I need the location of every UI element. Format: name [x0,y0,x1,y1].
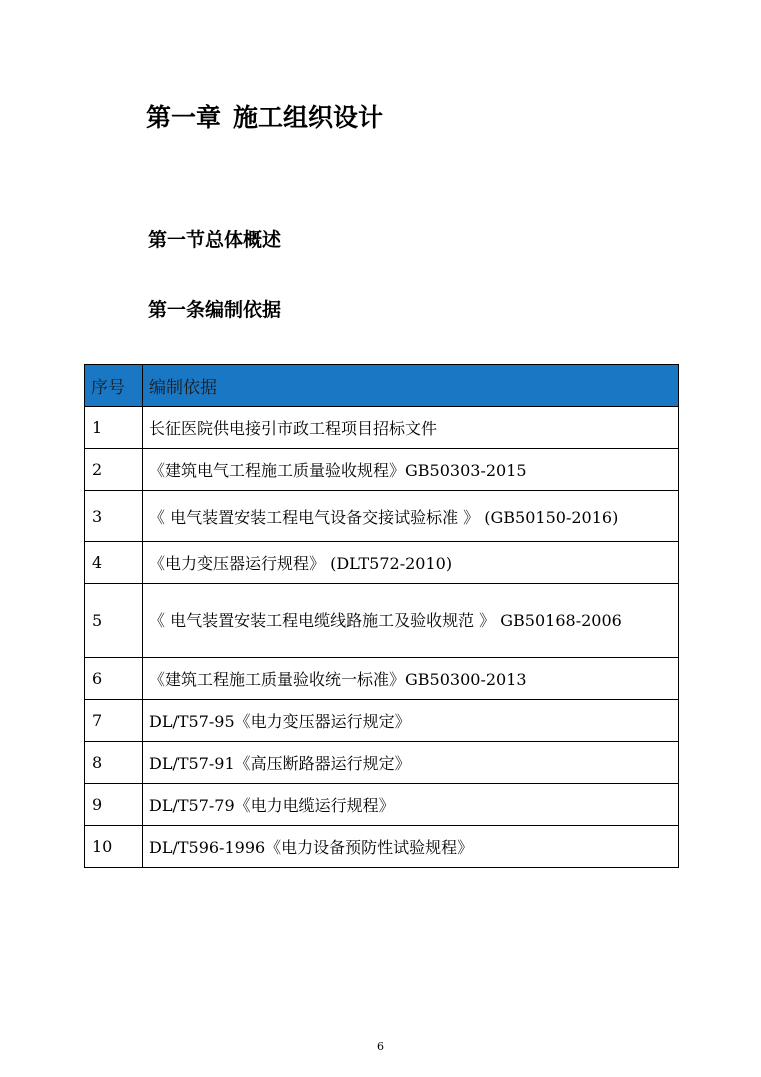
page-number: 6 [377,1040,384,1053]
chapter-title [146,98,383,138]
row-basis: DL/T596-1996《电力设备预防性试验规程》 [143,826,679,868]
row-basis: 《电力变压器运行规程》 (DLT572-2010) [143,542,679,584]
article-title: 第一条编制依据 [148,299,282,321]
row-serial: 3 [85,491,143,542]
table-header-row [85,365,679,407]
table-row [85,491,679,542]
row-basis: DL/T57-79《电力电缆运行规程》 [143,784,679,826]
row-basis: 《 电气装置安装工程电缆线路施工及验收规范 》 GB50168-2006 [143,584,679,658]
table-row [85,700,679,742]
table-row [85,742,679,784]
chapter-name: 施工组织设计 [233,103,384,132]
header-basis: 编制依据 [143,365,679,407]
header-serial: 序号 [85,365,143,407]
row-basis: 《建筑工程施工质量验收统一标准》GB50300-2013 [143,658,679,700]
chapter-number: 第一章 [146,103,222,132]
section-title: 第一节总体概述 [148,229,282,251]
table-row [85,584,679,658]
row-serial: 1 [85,407,143,449]
row-serial: 8 [85,742,143,784]
table-row [85,542,679,584]
row-serial: 7 [85,700,143,742]
row-basis: DL/T57-91《高压断路器运行规定》 [143,742,679,784]
row-basis: DL/T57-95《电力变压器运行规定》 [143,700,679,742]
row-serial: 9 [85,784,143,826]
table-row [85,658,679,700]
row-serial: 5 [85,584,143,658]
table-row [85,449,679,491]
row-basis: 《 电气装置安装工程电气设备交接试验标准 》 (GB50150-2016) [143,491,679,542]
basis-table [84,364,679,868]
table-row [85,826,679,868]
row-serial: 10 [85,826,143,868]
row-basis: 长征医院供电接引市政工程项目招标文件 [143,407,679,449]
row-serial: 4 [85,542,143,584]
row-serial: 6 [85,658,143,700]
row-basis: 《建筑电气工程施工质量验收规程》GB50303-2015 [143,449,679,491]
row-serial: 2 [85,449,143,491]
table-row [85,407,679,449]
table-row [85,784,679,826]
